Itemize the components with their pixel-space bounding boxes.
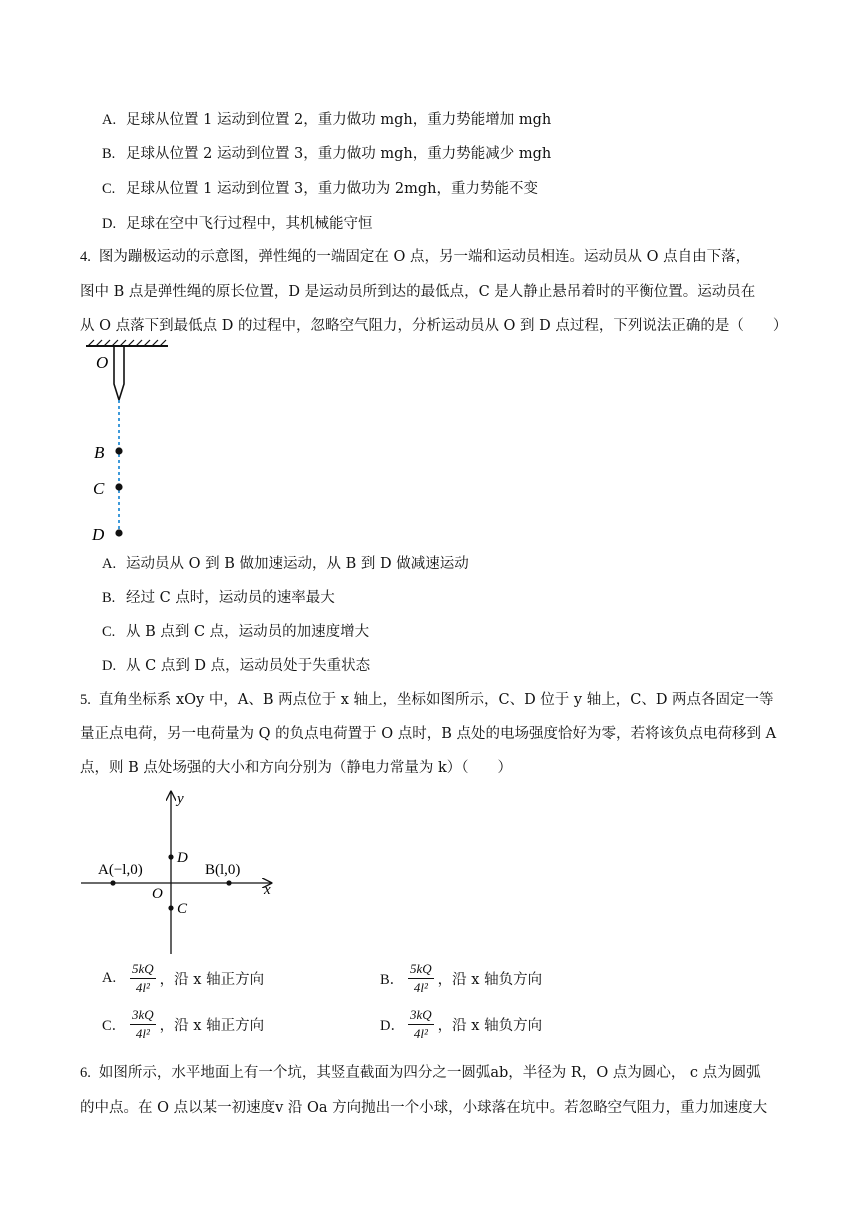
point-a bbox=[110, 880, 115, 885]
q4-option-d: D. 从 C 点到 D 点，运动员处于失重状态 bbox=[102, 658, 371, 674]
label-c: C bbox=[93, 479, 105, 498]
point-b bbox=[115, 447, 122, 454]
q5-option-a: A. $\frac{5kQ}{\text{4l²}}$ ，沿 x 轴正方向 bbox=[102, 961, 265, 995]
label-b: B bbox=[94, 443, 105, 462]
point-c bbox=[115, 483, 122, 490]
point-d-coord bbox=[168, 854, 173, 859]
label-origin: O bbox=[152, 886, 163, 902]
q6-stem-line-1: 6. 如图所示，水平地面上有一个坑，其竖直截面为四分之一圆弧ab，半径为 R，O 点为圆心， c 点为圆弧 bbox=[80, 1065, 761, 1081]
q5-stem-line-3: 点，则 B 点处场强的大小和方向分别为（静电力常量为 k）（ ） bbox=[80, 760, 513, 776]
q5-option-b-fraction: $\frac{5kQ}{\text{4l²}}$ bbox=[410, 961, 432, 995]
q5-option-c: C． $\frac{3kQ}{\text{4l²}}$ ，沿 x 轴正方向 bbox=[102, 1007, 265, 1041]
q5-option-a-fraction: $\frac{5kQ}{\text{4l²}}$ bbox=[132, 961, 154, 995]
label-o: O bbox=[96, 353, 109, 372]
label-a-coord: A(−l,0) bbox=[98, 862, 143, 878]
bungee-diagram bbox=[80, 338, 190, 548]
label-y: y bbox=[177, 791, 184, 807]
q4-stem-line-1: 4. 图为蹦极运动的示意图，弹性绳的一端固定在 O 点，另一端和运动员相连。运动员从 O 点自由下落， bbox=[80, 249, 751, 265]
q3-option-c: C. 足球从位置 1 运动到位置 3，重力做功为 2mgh，重力势能不变 bbox=[102, 181, 538, 197]
point-b-coord bbox=[226, 880, 231, 885]
q3-option-d: D. 足球在空中飞行过程中，其机械能守恒 bbox=[102, 216, 373, 232]
q3-option-b: B. 足球从位置 2 运动到位置 3，重力做功 mgh，重力势能减少 mgh bbox=[102, 146, 552, 162]
point-d bbox=[115, 529, 122, 536]
q3-option-d-text: 足球在空中飞行过程中，其机械能守恒 bbox=[126, 216, 373, 232]
label-c-coord: C bbox=[177, 901, 188, 917]
q5-option-c-fraction: $\frac{3kQ}{\text{4l²}}$ bbox=[132, 1007, 154, 1041]
q5-stem-line-1: 5. 直角坐标系 xOy 中，A、B 两点位于 x 轴上，坐标如图所示，C、D 位于 y 轴上，C、D 两点各固定一等 bbox=[80, 692, 774, 708]
q3-option-a: A. 足球从位置 1 运动到位置 2，重力做功 mgh，重力势能增加 mgh bbox=[102, 112, 552, 128]
coordinate-diagram bbox=[78, 786, 288, 958]
q3-option-b-text: 足球从位置 2 运动到位置 3，重力做功 mgh，重力势能减少 mgh bbox=[126, 146, 552, 162]
point-c-coord bbox=[168, 905, 173, 910]
q4-stem-line-3: 从 O 点落下到最低点 D 的过程中，忽略空气阻力，分析运动员从 O 到 D 点过程，下列说法正确的是（ ） bbox=[80, 318, 788, 334]
q5-option-d: D． $\frac{3kQ}{\text{4l²}}$ ，沿 x 轴负方向 bbox=[380, 1007, 543, 1041]
label-d-coord: D bbox=[177, 850, 188, 866]
q3-option-c-text: 足球从位置 1 运动到位置 3，重力做功为 2mgh，重力势能不变 bbox=[126, 181, 538, 197]
label-d: D bbox=[92, 525, 105, 544]
elastic-cord-loop bbox=[114, 346, 124, 400]
q4-option-c: C. 从 B 点到 C 点，运动员的加速度增大 bbox=[102, 624, 370, 640]
q4-stem-line-2: 图中 B 点是弹性绳的原长位置，D 是运动员所到达的最低点，C 是人静止悬吊着时的平衡位置。运动员在 bbox=[80, 284, 756, 300]
q5-stem-line-2: 量正点电荷，另一电荷量为 Q 的负点电荷置于 O 点时，B 点处的电场强度恰好为零，若将该负点电荷移到 A bbox=[80, 726, 777, 742]
label-b-coord: B(l,0) bbox=[205, 862, 241, 878]
q4-option-a: A. 运动员从 O 到 B 做加速运动，从 B 到 D 做减速运动 bbox=[102, 556, 469, 572]
q5-option-d-fraction: $\frac{3kQ}{\text{4l²}}$ bbox=[410, 1007, 432, 1041]
q5-option-b: B． $\frac{5kQ}{\text{4l²}}$ ，沿 x 轴负方向 bbox=[380, 961, 543, 995]
q4-option-b: B. 经过 C 点时，运动员的速率最大 bbox=[102, 590, 335, 606]
q3-option-a-text: 足球从位置 1 运动到位置 2，重力做功 mgh，重力势能增加 mgh bbox=[126, 112, 552, 128]
label-x: x bbox=[264, 882, 271, 898]
q6-stem-line-2: 的中点。在 O 点以某一初速度v 沿 Oa 方向抛出一个小球，小球落在坑中。若忽略空气阻力，重力加速度大 bbox=[80, 1100, 768, 1116]
